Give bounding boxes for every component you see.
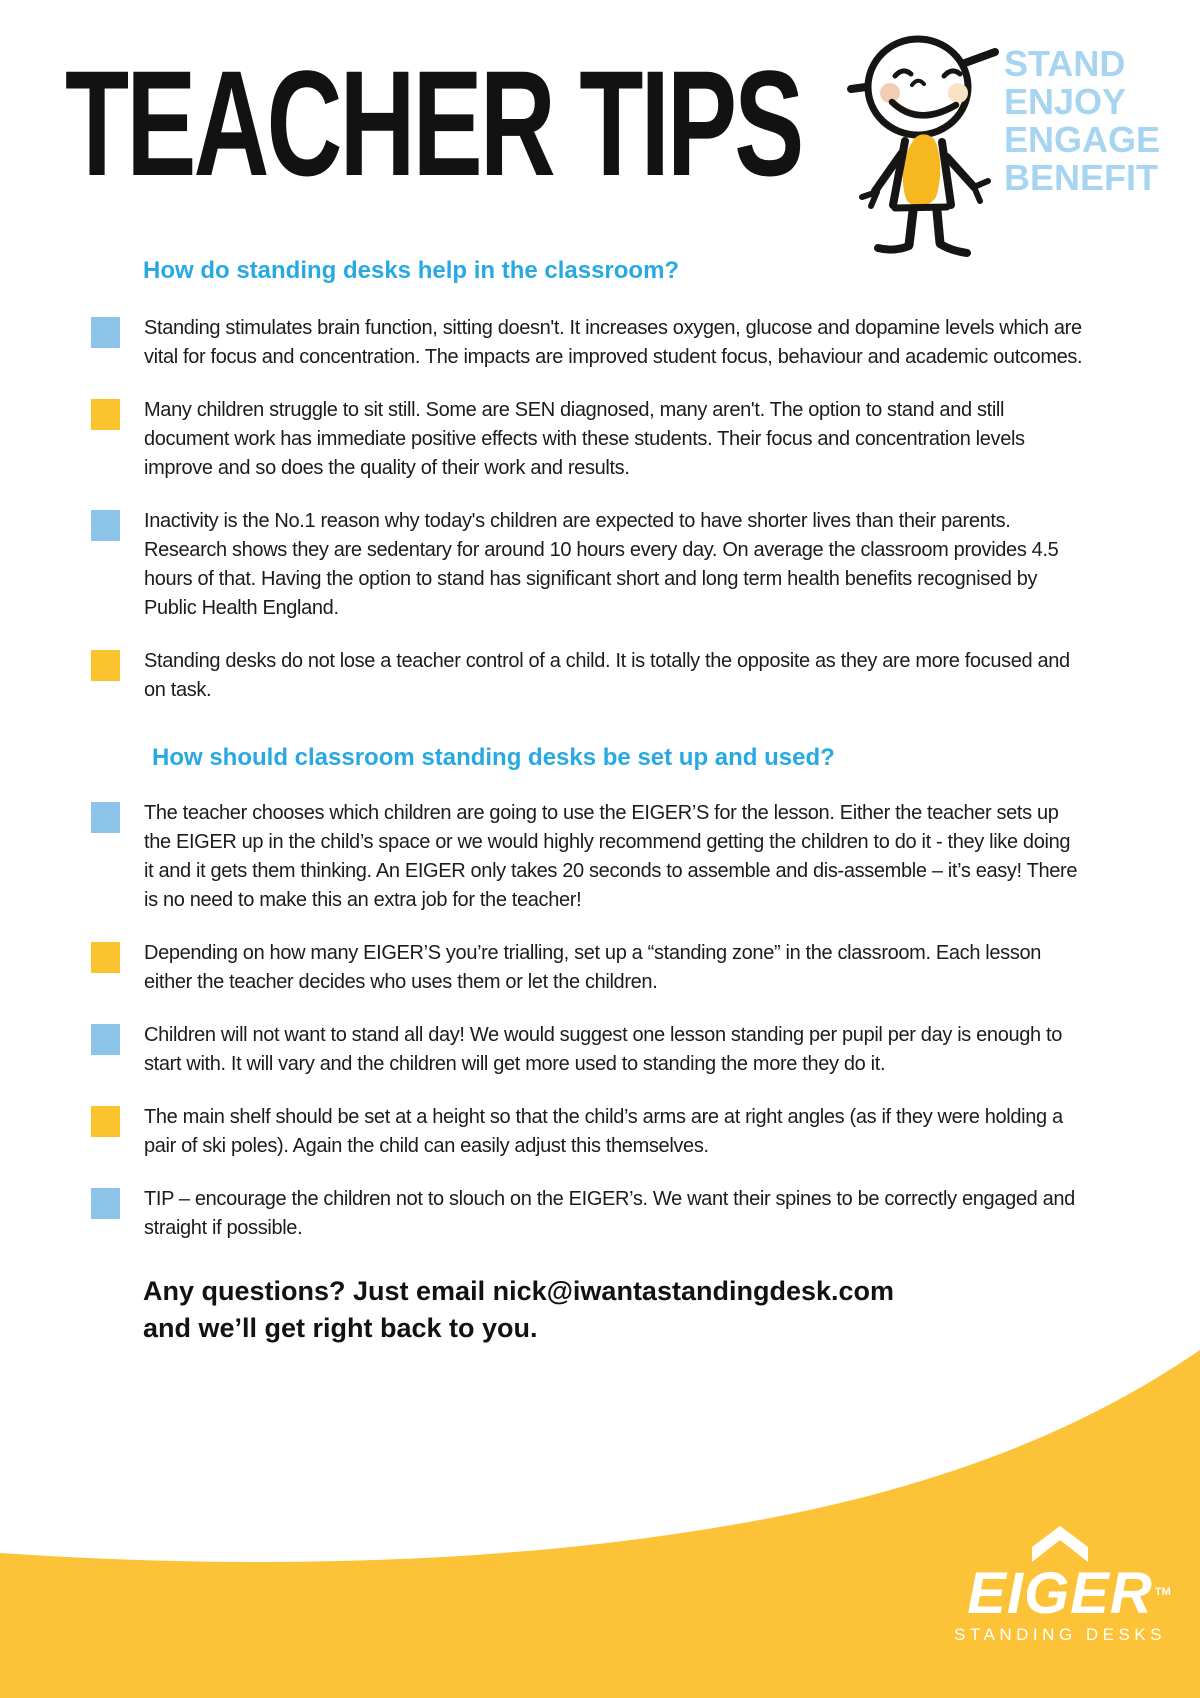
main-content [0, 256, 1200, 1347]
bullet-marker [91, 650, 120, 681]
bullet-marker [91, 399, 120, 430]
bullet-item [91, 939, 1200, 997]
bullet-marker [91, 510, 120, 541]
page-header [0, 0, 1200, 252]
page-title: TEACHER TIPS [65, 39, 802, 207]
bullet-item [91, 647, 1200, 705]
bullet-text: Children will not want to stand all day! We would suggest one lesson standing per pupil per day is enough to start with. It will vary and the children will get more used to standing the more they do it. [144, 1024, 1062, 1075]
eiger-brand-text [967, 1561, 1171, 1626]
bullet-marker [91, 942, 120, 973]
bullet-marker [91, 802, 120, 833]
bullet-item [91, 396, 1200, 483]
bullet-text: The teacher chooses which children are going to use the EIGER’S for the lesson. Either the teacher sets up the EIGER up in the child’s space or we would highly recommend getting the children to do it - they like doing it and it gets them thinking. An EIGER only takes 20 seconds to assemble and dis-assemble – it’s easy! There is no need to make this an extra job for the teacher! [144, 802, 1078, 911]
tagline-word-engage: ENGAGE [1004, 119, 1161, 160]
trademark-mark: TM [1154, 1586, 1171, 1598]
bullet-text: Inactivity is the No.1 reason why today's children are expected to have shorter lives than their parents. Research shows they are sedentary for around 10 hours every day. On average the classroom provides 4.5 hours of that. Having the option to stand has significant short and long term health benefits recognised by Public Health England. [144, 510, 1059, 619]
stick-figure-illustration [795, 25, 1010, 270]
bullet-item [91, 314, 1200, 372]
contact-message [143, 1273, 1200, 1347]
section-heading-setup: How should classroom standing desks be set up and used? [152, 744, 835, 771]
bullet-marker [91, 317, 120, 348]
bullet-item [91, 1185, 1200, 1243]
eiger-chevron-icon [948, 1524, 1172, 1564]
tagline-word-stand: STAND [1004, 43, 1126, 84]
bullet-text: The main shelf should be set at a height so that the child’s arms are at right angles (as if they were holding a pair of ski poles). Again the child can easily adjust this themselves. [144, 1106, 1063, 1157]
section-heading-help: How do standing desks help in the classroom? [143, 257, 680, 284]
contact-line-1: Any questions? Just email nick@iwantastandingdesk.com [143, 1276, 895, 1306]
bullet-item [91, 507, 1200, 623]
bullet-text: TIP – encourage the children not to slouch on the EIGER’s. We want their spines to be correctly engaged and straight if possible. [144, 1188, 1075, 1239]
bullet-marker [91, 1106, 120, 1137]
bullet-item [91, 1021, 1200, 1079]
eiger-logo [948, 1524, 1172, 1645]
bullet-text: Many children struggle to sit still. Some are SEN diagnosed, many aren't. The option to stand and still document work has immediate positive effects with these students. Their focus and concentration levels improve and so does the quality of their work and results. [144, 399, 1025, 479]
brand-word: EIGER [967, 1561, 1153, 1626]
tagline [1004, 45, 1160, 197]
tagline-word-enjoy: ENJOY [1004, 81, 1127, 122]
tagline-word-benefit: BENEFIT [1004, 157, 1159, 198]
bullet-text: Depending on how many EIGER’S you’re trialling, set up a “standing zone” in the classroom. Each lesson either the teacher decides who uses them or let the children. [144, 942, 1042, 993]
bullet-item [91, 799, 1200, 915]
eiger-subtitle: STANDING DESKS [954, 1625, 1166, 1644]
bullet-text: Standing stimulates brain function, sitting doesn't. It increases oxygen, glucose and dopamine levels which are vital for focus and concentration. The impacts are improved student focus, behaviour and academic outcomes. [144, 317, 1083, 368]
bullet-marker [91, 1024, 120, 1055]
bullet-text: Standing desks do not lose a teacher control of a child. It is totally the opposite as they are more focused and on task. [144, 650, 1070, 701]
bullet-marker [91, 1188, 120, 1219]
contact-line-2: and we’ll get right back to you. [143, 1313, 538, 1343]
bullet-item [91, 1103, 1200, 1161]
